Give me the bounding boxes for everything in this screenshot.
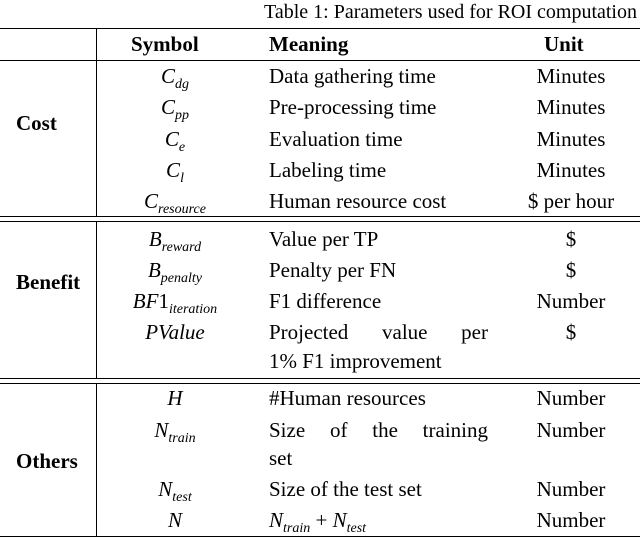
meaning-preprocessing: Pre-processing time (269, 95, 437, 119)
meaning-training-set-size-line2: set (269, 446, 293, 470)
meaning-projected-value: Projected value per (269, 320, 488, 344)
unit-number: Number (536, 477, 606, 501)
group-cost: Cost (16, 111, 57, 135)
header-meaning: Meaning (269, 32, 349, 56)
header-unit: Unit (544, 32, 584, 56)
unit-dollar: $ (565, 227, 577, 251)
meaning-projected-value-line2: 1% F1 improvement (269, 349, 442, 373)
meaning-penalty-per-fn: Penalty per FN (269, 258, 397, 282)
symbol-c-resource: $C_{resource}$ (144, 189, 206, 217)
unit-number: Number (536, 508, 606, 532)
unit-number: Number (536, 418, 606, 442)
unit-number: Number (536, 386, 606, 410)
meaning-f1-difference: F1 difference (269, 289, 382, 313)
unit-dollar-per-hour: $ per hour (527, 189, 615, 213)
symbol-pvalue: PValue (145, 320, 205, 344)
meaning-training-set-size: Size of the training (269, 418, 488, 442)
unit-dollar: $ (565, 320, 577, 344)
header-symbol: Symbol (131, 32, 199, 56)
meaning-test-set-size: Size of the test set (269, 477, 422, 501)
unit-number: Number (536, 289, 606, 313)
group-others: Others (16, 449, 78, 473)
symbol-b-reward: $B_{reward}$ (148, 227, 202, 255)
group-benefit: Benefit (16, 270, 81, 294)
meaning-n-sum: $N_{train} + N_{test}$ (269, 508, 367, 536)
meaning-labeling: Labeling time (269, 158, 387, 182)
meaning-evaluation: Evaluation time (269, 127, 403, 151)
symbol-bf1-iteration: $BF1_{iteration}$ (132, 289, 218, 317)
symbol-h: H (167, 386, 183, 410)
meaning-human-resources: #Human resources (269, 386, 426, 410)
symbol-c-l: $C_l$ (166, 158, 184, 186)
meaning-human-resource-cost: Human resource cost (269, 189, 447, 213)
meaning-data-gathering: Data gathering time (269, 64, 436, 88)
symbol-c-dg: $C_{dg}$ (160, 64, 189, 92)
unit-minutes: Minutes (536, 127, 606, 151)
symbol-n: N (167, 508, 182, 532)
symbol-n-test: $N_{test}$ (158, 477, 192, 505)
unit-minutes: Minutes (536, 158, 606, 182)
meaning-value-per-tp: Value per TP (269, 227, 379, 251)
unit-minutes: Minutes (536, 95, 606, 119)
table-caption: Table 1: Parameters used for ROI computation (264, 1, 637, 23)
symbol-b-penalty: $B_{penalty}$ (147, 258, 203, 286)
rule-benefit-bottom-1 (0, 378, 640, 379)
symbol-c-e: $C_e$ (164, 127, 186, 155)
unit-dollar: $ (565, 258, 577, 282)
symbol-n-train: $N_{train}$ (154, 418, 196, 446)
symbol-c-pp: $C_{pp}$ (160, 95, 189, 123)
unit-minutes: Minutes (536, 64, 606, 88)
